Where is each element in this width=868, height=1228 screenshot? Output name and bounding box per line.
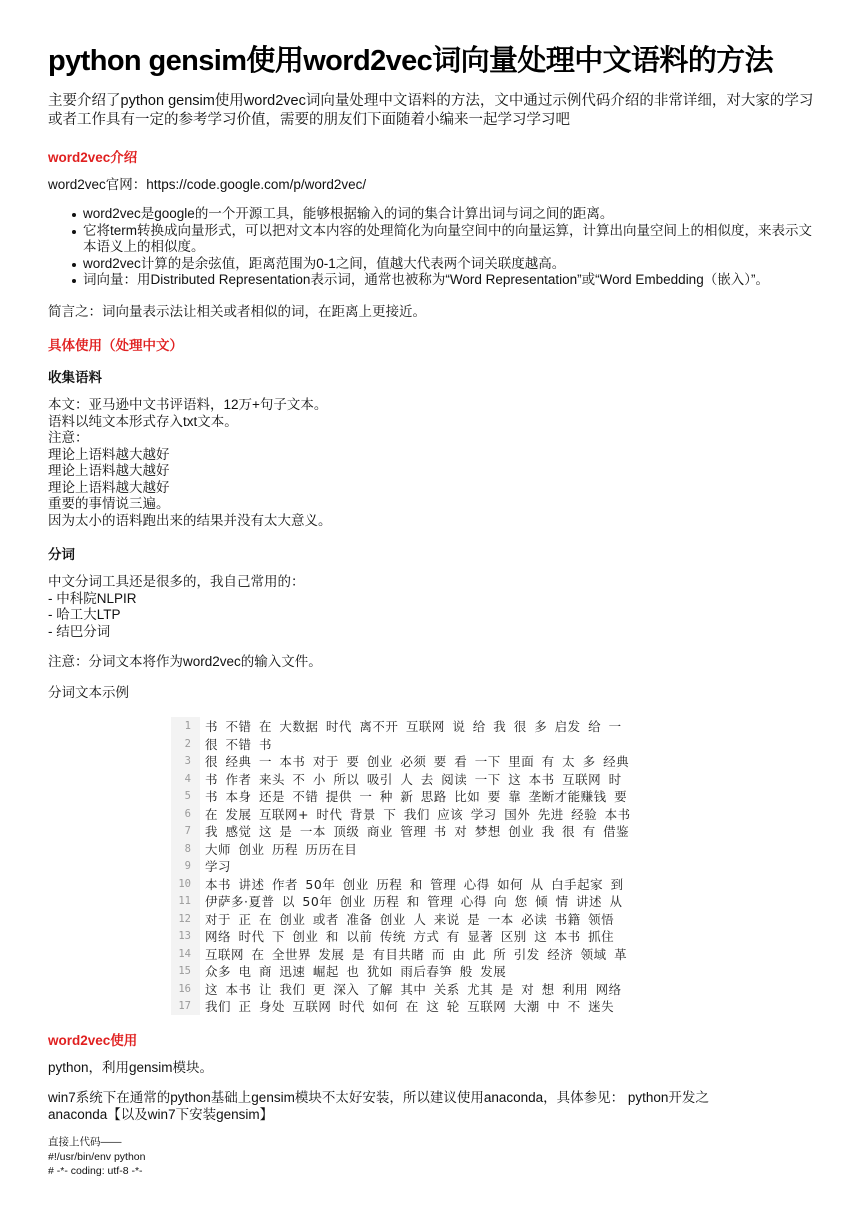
page-title: python gensim使用word2vec词向量处理中文语料的方法: [48, 45, 774, 77]
code-sample-text: 很 经典 一 本书 对于 要 创业 必须 要 看 一下 里面 有 太 多 经典: [205, 754, 630, 769]
list-item: 词向量：用Distributed Representation表示词，通常也被称为“Word Representation”或“Word Embedding（嵌入）”。: [48, 272, 818, 289]
code-sample-row: [171, 841, 694, 859]
code-sample-row: [171, 928, 694, 946]
code-sample-row: [171, 911, 694, 929]
text-line: 因为太小的语料跑出来的结果并没有太大意义。: [48, 512, 332, 528]
line-number: 8: [184, 842, 191, 855]
text-line: 理论上语料越大越好: [48, 479, 170, 495]
segmentation-example-label: 分词文本示例: [48, 685, 129, 700]
line-number: 9: [184, 860, 191, 872]
segmentation-text: [48, 574, 305, 640]
code-sample-text: 我 感觉 这 是 一本 顶级 商业 管理 书 对 梦想 创业 我 很 有 借鉴: [205, 824, 630, 839]
line-number: 3: [184, 755, 191, 767]
code-sample-text: 学习: [205, 859, 232, 874]
code-sample-text: 这 本书 让 我们 更 深入 了解 其中 关系 尤其 是 对 想 利用 网络: [205, 981, 622, 997]
line-number: 17: [178, 1000, 191, 1012]
code-sample-row: [171, 823, 694, 841]
code-sample-row: [171, 806, 694, 824]
code-sample-row: [171, 876, 694, 894]
code-sample-text: 互联网 在 全世界 发展 是 有目共睹 而 由 此 所 引发 经济 领域 革: [205, 946, 628, 962]
code-sample-text: 伊萨多·夏普 以 50年 创业 历程 和 管理 心得 向 您 倾 情 讲述 从: [205, 894, 623, 909]
list-item: 它将term转换成向量形式，可以把对文本内容的处理简化为向量空间中的向量运算，计算出向量空间上的相似度，来表示文本语义上的相似度。: [48, 223, 818, 256]
text-line: 理论上语料越大越好: [48, 463, 170, 478]
line-number: 10: [178, 877, 191, 890]
code-sample-row: [171, 963, 694, 981]
code-sample-text: 对于 正 在 创业 或者 准备 创业 人 来说 是 一本 必读 书籍 领悟: [205, 911, 615, 927]
feature-list: [48, 206, 818, 289]
code-sample-row: [171, 718, 694, 736]
subheading-collect-corpus: 收集语料: [48, 370, 102, 385]
text-line: - 哈工大LTP: [48, 607, 121, 622]
code-sample-row: [171, 736, 694, 754]
code-sample-row: [171, 981, 694, 999]
line-number: 11: [178, 895, 191, 907]
code-sample-text: 在 发展 互联网+ 时代 背景 下 我们 应该 学习 国外 先进 经验 本书: [205, 806, 631, 822]
code-sample-row: [171, 946, 694, 964]
code-sample-text: 本书 讲述 作者 50年 创业 历程 和 管理 心得 如何 从 白手起家 到: [205, 876, 624, 892]
line-number: 13: [178, 930, 191, 942]
official-site-line: word2vec官网：https://code.google.com/p/word2vec/: [48, 177, 367, 192]
code-sample-text: 大师 创业 历程 历历在目: [205, 841, 358, 857]
line-number: 6: [184, 807, 191, 820]
line-number: 5: [184, 790, 191, 802]
text-line: 语料以纯文本形式存入txt文本。: [48, 413, 238, 429]
code-sample-row: [171, 771, 694, 789]
subheading-segmentation: 分词: [48, 547, 75, 562]
code-sample-row: [171, 998, 694, 1015]
intro-paragraph: 主要介绍了python gensim使用word2vec词向量处理中文语料的方法，文中通过示例代码介绍的非常详细，对大家的学习或者工作具有一定的参考学习价值，需要的朋友们下面随着小编来一起学习学习吧: [48, 93, 814, 128]
code-line: #!/usr/bin/env python: [48, 1151, 146, 1163]
text-line: 本文：亚马逊中文书评语料，12万+句子文本。: [48, 397, 328, 412]
line-number: 7: [184, 825, 191, 837]
install-note: [48, 1090, 709, 1123]
text-line: anaconda【以及win7下安装gensim】: [48, 1106, 274, 1122]
code-line: # -*- coding: utf-8 -*-: [48, 1165, 143, 1177]
code-sample-text: 很 不错 书: [205, 736, 272, 752]
line-number: 14: [178, 947, 191, 960]
code-sample-text: 众多 电 商 迅速 崛起 也 犹如 雨后春笋 般 发展: [205, 964, 507, 979]
code-sample-row: [171, 753, 694, 771]
segmentation-note: 注意：分词文本将作为word2vec的输入文件。: [48, 654, 322, 669]
segmented-text-sample: [171, 717, 694, 1015]
section-heading-word2vec-intro: word2vec介绍: [48, 150, 138, 165]
list-item: word2vec计算的是余弦值，距离范围为0-1之间，值越大代表两个词关联度越高。: [48, 256, 818, 273]
text-line: 注意：: [48, 430, 89, 445]
text-line: - 中科院NLPIR: [48, 590, 137, 606]
line-number: 1: [184, 720, 191, 732]
section-heading-usage: 具体使用（处理中文）: [48, 338, 183, 353]
text-line: 重要的事情说三遍。: [48, 496, 170, 511]
code-sample-text: 书 不错 在 大数据 时代 离不开 互联网 说 给 我 很 多 启发 给 一: [205, 719, 622, 734]
summary-line: 简言之：词向量表示法让相关或者相似的词，在距离上更接近。: [48, 304, 426, 319]
text-line: win7系统下在通常的python基础上gensim模块不太好安装，所以建议使用anaconda，具体参见： python开发之: [48, 1090, 709, 1105]
code-sample-row: [171, 858, 694, 876]
collect-corpus-text: [48, 397, 332, 529]
line-number: 4: [184, 772, 191, 785]
text-line: 理论上语料越大越好: [48, 446, 170, 462]
line-number: 16: [178, 982, 191, 995]
code-sample-text: 书 作者 来头 不 小 所以 吸引 人 去 阅读 一下 这 本书 互联网 时: [205, 771, 622, 787]
line-number: 2: [184, 737, 191, 750]
code-sample-text: 书 本身 还是 不错 提供 一 种 新 思路 比如 要 靠 垄断才能赚钱 要: [205, 789, 628, 804]
code-sample-text: 网络 时代 下 创业 和 以前 传统 方式 有 显著 区别 这 本书 抓住: [205, 929, 615, 944]
code-intro: 直接上代码——: [48, 1136, 122, 1148]
line-number: 12: [178, 912, 191, 925]
code-sample-row: [171, 788, 694, 806]
line-number: 15: [178, 965, 191, 977]
section-heading-word2vec-usage: word2vec使用: [48, 1033, 138, 1048]
list-item: word2vec是google的一个开源工具，能够根据输入的词的集合计算出词与词之间的距离。: [48, 206, 818, 223]
text-line: 中文分词工具还是很多的，我自己常用的：: [48, 574, 305, 589]
usage-line: python，利用gensim模块。: [48, 1060, 214, 1075]
code-sample-row: [171, 893, 694, 911]
text-line: - 结巴分词: [48, 623, 111, 639]
code-sample-text: 我们 正 身处 互联网 时代 如何 在 这 轮 互联网 大潮 中 不 迷失: [205, 999, 615, 1014]
